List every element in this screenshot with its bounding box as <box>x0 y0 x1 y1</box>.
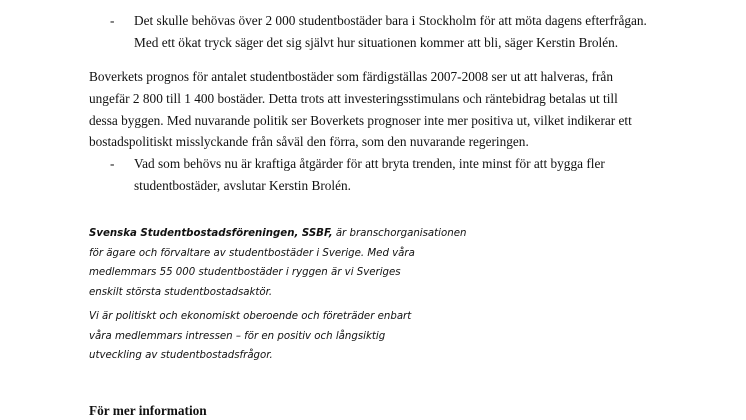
bullet-line: Med ett ökat tryck säger det sig självt hur situationen kommer att bli, säger Kerstin Brolén. <box>134 34 619 50</box>
bullet-text <box>134 153 700 197</box>
paragraph-line: bostadspolitiskt misslyckande från såväl den förra, som den nuvarande regeringen. <box>89 134 529 150</box>
about-paragraph-2 <box>89 307 469 366</box>
bullet-dash: - <box>110 13 115 28</box>
about-paragraph <box>89 224 469 302</box>
about-line: för ägare och förvaltare av studentbostäder i Sverige. Med våra <box>89 247 415 259</box>
bullet-line: studentbostäder, avslutar Kerstin Brolén. <box>134 177 351 193</box>
paragraph-line: dessa byggen. Med nuvarande politik ser Boverkets prognoser inte mer positiva ut, vilket indikerar ett <box>89 112 632 128</box>
about-line <box>89 224 469 244</box>
bullet-dash: - <box>110 156 115 171</box>
bullet-line: Vad som behövs nu är kraftiga åtgärder för att bryta trenden, inte minst för att bygga fler <box>134 156 605 171</box>
about-line: våra medlemmars intressen – för en positiv och långsiktig <box>89 330 386 342</box>
paragraph-line: ungefär 2 800 till 1 400 bostäder. Detta trots att investeringsstimulans och räntebidrag betalas ut till <box>89 90 618 106</box>
paragraph-line: Boverkets prognos för antalet studentbostäder som färdigställas 2007-2008 ser ut att halveras, från <box>89 69 613 84</box>
about-line: utveckling av studentbostadsfrågor. <box>89 350 273 362</box>
more-info-heading: För mer information <box>89 403 207 418</box>
about-line: enskilt största studentbostadsaktör. <box>89 286 273 298</box>
about-line: medlemmars 55 000 studentbostäder i ryggen är vi Sveriges <box>89 267 401 279</box>
bullet-text <box>134 10 700 54</box>
about-line-rest: är branschorganisationen <box>332 228 467 239</box>
org-name: Svenska Studentbostadsföreningen, SSBF, <box>89 228 333 239</box>
bullet-line: Det skulle behövas över 2 000 studentbostäder bara i Stockholm för att möta dagens efterfrågan. <box>134 13 647 28</box>
about-line: Vi är politiskt och ekonomiskt oberoende och företräder enbart <box>89 311 412 322</box>
body-paragraph <box>89 66 689 153</box>
